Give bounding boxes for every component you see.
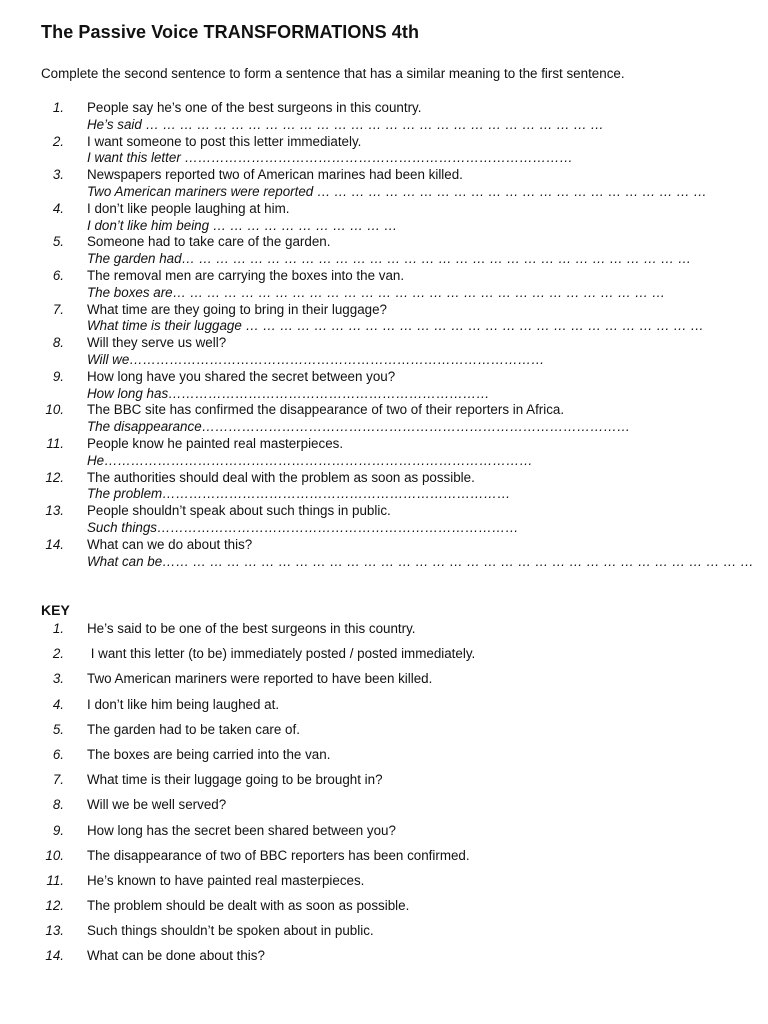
key-item-answer: What can be done about this? bbox=[87, 948, 265, 964]
item-transformation-prompt: I don’t like him being … … … … … … … … … … … bbox=[87, 217, 398, 233]
key-item-answer: I want this letter (to be) immediately posted / posted immediately. bbox=[87, 646, 476, 662]
item-sentence: Someone had to take care of the garden. bbox=[87, 234, 331, 250]
exercise-item bbox=[0, 537, 768, 571]
exercise-item bbox=[0, 234, 768, 268]
exercise-item bbox=[0, 201, 768, 235]
key-item-answer: Two American mariners were reported to have been killed. bbox=[87, 671, 433, 687]
exercise-item bbox=[0, 100, 768, 134]
item-sentence: People know he painted real masterpieces. bbox=[87, 435, 344, 451]
key-item bbox=[0, 745, 768, 770]
item-sentence: The authorities should deal with the problem as soon as possible. bbox=[87, 469, 475, 485]
item-sentence: How long have you shared the secret between you? bbox=[87, 368, 396, 384]
key-item bbox=[0, 921, 768, 946]
key-item-number: 5. bbox=[52, 721, 64, 737]
exercise-item bbox=[0, 436, 768, 470]
item-number: 13. bbox=[45, 503, 64, 519]
key-item bbox=[0, 896, 768, 921]
key-item bbox=[0, 821, 768, 846]
key-item-answer: The disappearance of two of BBC reporters has been confirmed. bbox=[87, 847, 470, 863]
key-item-number: 6. bbox=[52, 746, 64, 762]
key-item-answer: The boxes are being carried into the van. bbox=[87, 746, 331, 762]
key-item-answer: I don’t like him being laughed at. bbox=[87, 696, 280, 712]
item-number: 10. bbox=[45, 402, 64, 418]
key-item bbox=[0, 644, 768, 669]
answer-key-list bbox=[0, 619, 768, 972]
key-item bbox=[0, 669, 768, 694]
item-sentence: The removal men are carrying the boxes into the van. bbox=[87, 267, 405, 283]
key-item-number: 4. bbox=[52, 696, 64, 712]
key-item bbox=[0, 695, 768, 720]
key-item-number: 7. bbox=[52, 772, 64, 788]
exercise-item bbox=[0, 335, 768, 369]
page-title: The Passive Voice TRANSFORMATIONS 4th bbox=[41, 22, 420, 42]
exercise-item bbox=[0, 268, 768, 302]
item-number: 4. bbox=[52, 200, 64, 216]
item-sentence: Newspapers reported two of American marines had been killed. bbox=[87, 167, 463, 183]
key-item-answer: He’s said to be one of the best surgeons in this country. bbox=[87, 621, 416, 636]
item-number: 14. bbox=[45, 536, 64, 552]
item-number: 5. bbox=[52, 234, 64, 250]
item-transformation-prompt: The disappearance…………………………………………………………………………………… bbox=[87, 419, 631, 435]
item-number: 6. bbox=[52, 267, 64, 283]
key-item-number: 3. bbox=[52, 671, 64, 687]
exercise-item bbox=[0, 402, 768, 436]
exercise-item bbox=[0, 503, 768, 537]
item-number: 9. bbox=[52, 368, 64, 384]
exercise-item bbox=[0, 470, 768, 504]
item-number: 8. bbox=[52, 335, 64, 351]
item-transformation-prompt: How long has……………………………………………………………… bbox=[87, 385, 490, 401]
key-item-answer: Will we be well served? bbox=[87, 797, 227, 813]
key-item bbox=[0, 795, 768, 820]
key-item-answer: Such things shouldn’t be spoken about in public. bbox=[87, 923, 374, 939]
key-item-number: 10. bbox=[45, 847, 64, 863]
key-item-number: 11. bbox=[46, 872, 64, 888]
exercise-item bbox=[0, 134, 768, 168]
item-transformation-prompt: The problem…………………………………………………………………… bbox=[87, 486, 511, 502]
item-number: 1. bbox=[52, 100, 64, 115]
item-transformation-prompt: The boxes are… … … … … … … … … … … … … … … … … … … … … … … … … … … … … bbox=[87, 284, 666, 300]
key-item-number: 13. bbox=[45, 923, 64, 939]
item-sentence: I want someone to post this letter immediately. bbox=[87, 133, 362, 149]
item-transformation-prompt: What can be…… … … … … … … … … … … … … … … … … … … … … … … … … … … … … … … … … … bbox=[87, 553, 754, 569]
item-sentence: Will they serve us well? bbox=[87, 335, 227, 351]
item-transformation-prompt: Such things……………………………………………………………………… bbox=[87, 519, 519, 535]
item-sentence: People say he’s one of the best surgeons in this country. bbox=[87, 100, 422, 115]
item-number: 2. bbox=[52, 133, 64, 149]
item-sentence: What can we do about this? bbox=[87, 536, 253, 552]
item-number: 12. bbox=[45, 469, 64, 485]
key-item-answer: The problem should be dealt with as soon as possible. bbox=[87, 898, 410, 914]
item-sentence: People shouldn’t speak about such things in public. bbox=[87, 503, 391, 519]
exercise-item bbox=[0, 167, 768, 201]
key-item-answer: What time is their luggage going to be brought in? bbox=[87, 772, 383, 788]
item-transformation-prompt: He’s said … … … … … … … … … … … … … … … … … … … … … … … … … … … bbox=[87, 116, 604, 132]
key-item-number: 9. bbox=[52, 822, 64, 838]
item-transformation-prompt: What time is their luggage … … … … … … … … … … … … … … … … … … … … … … … … … … … bbox=[87, 318, 704, 334]
key-heading: KEY bbox=[41, 602, 70, 618]
item-number: 3. bbox=[52, 167, 64, 183]
item-transformation-prompt: I want this letter …………………………………………………………………………… bbox=[87, 150, 573, 166]
instructions: Complete the second sentence to form a sentence that has a similar meaning to the first sentence. bbox=[41, 66, 625, 81]
exercise-item bbox=[0, 369, 768, 403]
item-transformation-prompt: The garden had… … … … … … … … … … … … … … … … … … … … … … … … … … … … … … bbox=[87, 251, 692, 267]
item-transformation-prompt: He…………………………………………………………………………………… bbox=[87, 452, 533, 468]
item-number: 7. bbox=[52, 301, 64, 317]
key-item bbox=[0, 619, 768, 644]
key-item bbox=[0, 946, 768, 971]
key-item-answer: How long has the secret been shared between you? bbox=[87, 822, 396, 838]
item-sentence: The BBC site has confirmed the disappearance of two of their reporters in Africa. bbox=[87, 402, 565, 418]
item-sentence: What time are they going to bring in their luggage? bbox=[87, 301, 387, 317]
key-item-number: 8. bbox=[52, 797, 64, 813]
key-item-number: 2. bbox=[52, 646, 64, 662]
key-item-answer: He’s known to have painted real masterpieces. bbox=[87, 872, 365, 888]
key-item-number: 12. bbox=[45, 898, 64, 914]
key-item bbox=[0, 720, 768, 745]
exercise-list bbox=[0, 100, 768, 570]
exercise-item bbox=[0, 302, 768, 336]
key-item bbox=[0, 846, 768, 871]
item-sentence: I don’t like people laughing at him. bbox=[87, 200, 290, 216]
item-number: 11. bbox=[46, 435, 64, 451]
key-item-number: 1. bbox=[52, 621, 64, 636]
item-transformation-prompt: Two American mariners were reported … … … … … … … … … … … … … … … … … … … … … … … bbox=[87, 183, 707, 199]
key-item-number: 14. bbox=[45, 948, 64, 964]
key-item bbox=[0, 871, 768, 896]
key-item-answer: The garden had to be taken care of. bbox=[87, 721, 300, 737]
key-item bbox=[0, 770, 768, 795]
item-transformation-prompt: Will we………………………………………………………………………………… bbox=[87, 351, 545, 367]
